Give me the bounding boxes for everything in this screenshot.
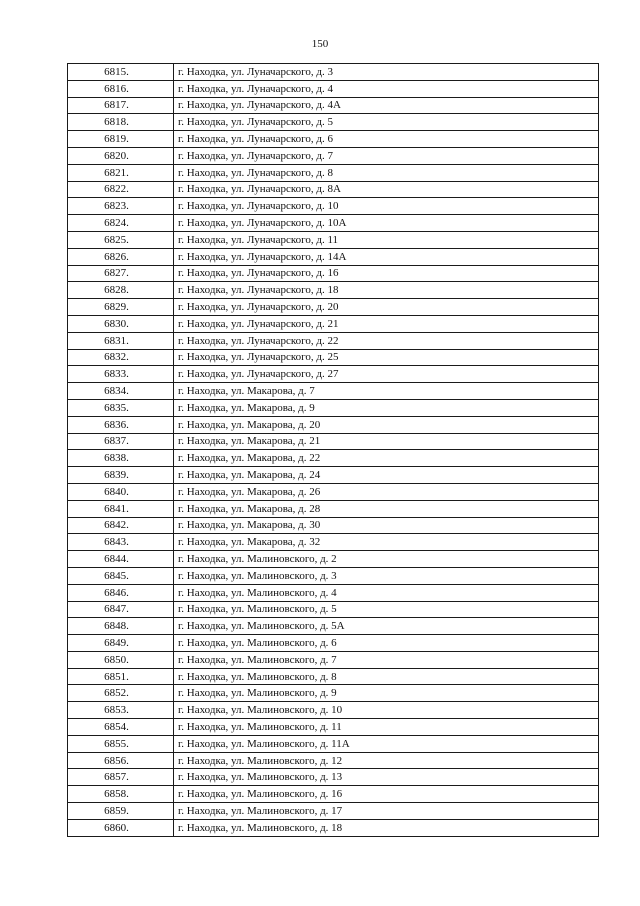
table-row xyxy=(68,315,599,332)
row-number: 6822. xyxy=(68,181,174,198)
table-row xyxy=(68,618,599,635)
table-row xyxy=(68,181,599,198)
row-address: г. Находка, ул. Макарова, д. 26 xyxy=(174,483,599,500)
row-number: 6821. xyxy=(68,164,174,181)
row-number: 6832. xyxy=(68,349,174,366)
row-address: г. Находка, ул. Луначарского, д. 10А xyxy=(174,215,599,232)
row-address: г. Находка, ул. Луначарского, д. 25 xyxy=(174,349,599,366)
table-row xyxy=(68,769,599,786)
table-row xyxy=(68,265,599,282)
row-address: г. Находка, ул. Луначарского, д. 5 xyxy=(174,114,599,131)
row-address: г. Находка, ул. Макарова, д. 28 xyxy=(174,500,599,517)
row-address: г. Находка, ул. Малиновского, д. 4 xyxy=(174,584,599,601)
table-row xyxy=(68,433,599,450)
row-number: 6854. xyxy=(68,719,174,736)
row-address: г. Находка, ул. Малиновского, д. 5А xyxy=(174,618,599,635)
row-number: 6815. xyxy=(68,64,174,81)
row-number: 6819. xyxy=(68,131,174,148)
row-address: г. Находка, ул. Малиновского, д. 6 xyxy=(174,635,599,652)
row-address: г. Находка, ул. Луначарского, д. 11 xyxy=(174,231,599,248)
row-number: 6858. xyxy=(68,786,174,803)
row-number: 6828. xyxy=(68,282,174,299)
row-number: 6836. xyxy=(68,416,174,433)
table-row xyxy=(68,299,599,316)
row-number: 6831. xyxy=(68,332,174,349)
row-number: 6820. xyxy=(68,147,174,164)
row-number: 6818. xyxy=(68,114,174,131)
address-table-body xyxy=(68,64,599,837)
row-address: г. Находка, ул. Луначарского, д. 18 xyxy=(174,282,599,299)
table-row xyxy=(68,64,599,81)
table-row xyxy=(68,467,599,484)
table-row xyxy=(68,97,599,114)
row-number: 6826. xyxy=(68,248,174,265)
table-row xyxy=(68,534,599,551)
row-address: г. Находка, ул. Макарова, д. 30 xyxy=(174,517,599,534)
table-row xyxy=(68,517,599,534)
row-number: 6829. xyxy=(68,299,174,316)
row-address: г. Находка, ул. Малиновского, д. 5 xyxy=(174,601,599,618)
row-number: 6837. xyxy=(68,433,174,450)
row-address: г. Находка, ул. Малиновского, д. 11А xyxy=(174,735,599,752)
row-address: г. Находка, ул. Малиновского, д. 16 xyxy=(174,786,599,803)
row-address: г. Находка, ул. Луначарского, д. 14А xyxy=(174,248,599,265)
table-row xyxy=(68,198,599,215)
table-row xyxy=(68,752,599,769)
row-address: г. Находка, ул. Малиновского, д. 11 xyxy=(174,719,599,736)
row-number: 6849. xyxy=(68,635,174,652)
table-row xyxy=(68,819,599,836)
table-row xyxy=(68,735,599,752)
table-row xyxy=(68,215,599,232)
table-row xyxy=(68,332,599,349)
table-row xyxy=(68,80,599,97)
table-row xyxy=(68,131,599,148)
table-row xyxy=(68,635,599,652)
row-number: 6830. xyxy=(68,315,174,332)
table-row xyxy=(68,567,599,584)
table-row xyxy=(68,416,599,433)
row-address: г. Находка, ул. Малиновского, д. 9 xyxy=(174,685,599,702)
row-number: 6846. xyxy=(68,584,174,601)
row-number: 6823. xyxy=(68,198,174,215)
table-row xyxy=(68,164,599,181)
row-number: 6860. xyxy=(68,819,174,836)
table-row xyxy=(68,702,599,719)
table-row xyxy=(68,601,599,618)
row-number: 6856. xyxy=(68,752,174,769)
table-row xyxy=(68,651,599,668)
table-row xyxy=(68,668,599,685)
row-number: 6857. xyxy=(68,769,174,786)
row-address: г. Находка, ул. Макарова, д. 24 xyxy=(174,467,599,484)
table-row xyxy=(68,483,599,500)
row-number: 6841. xyxy=(68,500,174,517)
row-address: г. Находка, ул. Луначарского, д. 3 xyxy=(174,64,599,81)
row-address: г. Находка, ул. Малиновского, д. 18 xyxy=(174,819,599,836)
table-row xyxy=(68,551,599,568)
row-address: г. Находка, ул. Макарова, д. 22 xyxy=(174,450,599,467)
table-row xyxy=(68,719,599,736)
row-address: г. Находка, ул. Макарова, д. 7 xyxy=(174,383,599,400)
row-address: г. Находка, ул. Малиновского, д. 8 xyxy=(174,668,599,685)
row-address: г. Находка, ул. Луначарского, д. 8 xyxy=(174,164,599,181)
table-row xyxy=(68,114,599,131)
address-table xyxy=(67,63,599,837)
row-address: г. Находка, ул. Малиновского, д. 12 xyxy=(174,752,599,769)
row-number: 6845. xyxy=(68,567,174,584)
table-row xyxy=(68,231,599,248)
row-number: 6853. xyxy=(68,702,174,719)
row-address: г. Находка, ул. Малиновского, д. 10 xyxy=(174,702,599,719)
row-number: 6852. xyxy=(68,685,174,702)
row-number: 6844. xyxy=(68,551,174,568)
table-row xyxy=(68,248,599,265)
row-address: г. Находка, ул. Луначарского, д. 21 xyxy=(174,315,599,332)
row-number: 6847. xyxy=(68,601,174,618)
table-row xyxy=(68,584,599,601)
row-number: 6855. xyxy=(68,735,174,752)
row-number: 6833. xyxy=(68,366,174,383)
row-address: г. Находка, ул. Макарова, д. 20 xyxy=(174,416,599,433)
row-address: г. Находка, ул. Макарова, д. 32 xyxy=(174,534,599,551)
row-number: 6825. xyxy=(68,231,174,248)
table-row xyxy=(68,803,599,820)
table-row xyxy=(68,383,599,400)
table-row xyxy=(68,366,599,383)
row-address: г. Находка, ул. Малиновского, д. 13 xyxy=(174,769,599,786)
row-number: 6850. xyxy=(68,651,174,668)
row-number: 6835. xyxy=(68,399,174,416)
table-row xyxy=(68,147,599,164)
row-number: 6859. xyxy=(68,803,174,820)
row-address: г. Находка, ул. Луначарского, д. 8А xyxy=(174,181,599,198)
row-number: 6834. xyxy=(68,383,174,400)
row-number: 6839. xyxy=(68,467,174,484)
table-row xyxy=(68,349,599,366)
row-address: г. Находка, ул. Малиновского, д. 2 xyxy=(174,551,599,568)
row-number: 6840. xyxy=(68,483,174,500)
row-number: 6843. xyxy=(68,534,174,551)
table-row xyxy=(68,786,599,803)
row-address: г. Находка, ул. Луначарского, д. 22 xyxy=(174,332,599,349)
row-address: г. Находка, ул. Луначарского, д. 27 xyxy=(174,366,599,383)
page-number: 150 xyxy=(311,38,329,50)
table-row xyxy=(68,685,599,702)
row-address: г. Находка, ул. Макарова, д. 21 xyxy=(174,433,599,450)
table-row xyxy=(68,450,599,467)
row-address: г. Находка, ул. Луначарского, д. 4А xyxy=(174,97,599,114)
row-address: г. Находка, ул. Луначарского, д. 4 xyxy=(174,80,599,97)
row-address: г. Находка, ул. Луначарского, д. 7 xyxy=(174,147,599,164)
row-address: г. Находка, ул. Луначарского, д. 20 xyxy=(174,299,599,316)
row-number: 6824. xyxy=(68,215,174,232)
row-address: г. Находка, ул. Малиновского, д. 3 xyxy=(174,567,599,584)
row-address: г. Находка, ул. Луначарского, д. 6 xyxy=(174,131,599,148)
row-number: 6816. xyxy=(68,80,174,97)
row-address: г. Находка, ул. Луначарского, д. 10 xyxy=(174,198,599,215)
row-number: 6851. xyxy=(68,668,174,685)
table-row xyxy=(68,500,599,517)
table-row xyxy=(68,282,599,299)
row-address: г. Находка, ул. Малиновского, д. 17 xyxy=(174,803,599,820)
row-number: 6842. xyxy=(68,517,174,534)
row-number: 6838. xyxy=(68,450,174,467)
table-row xyxy=(68,399,599,416)
row-address: г. Находка, ул. Малиновского, д. 7 xyxy=(174,651,599,668)
row-address: г. Находка, ул. Макарова, д. 9 xyxy=(174,399,599,416)
row-address: г. Находка, ул. Луначарского, д. 16 xyxy=(174,265,599,282)
row-number: 6848. xyxy=(68,618,174,635)
row-number: 6817. xyxy=(68,97,174,114)
row-number: 6827. xyxy=(68,265,174,282)
